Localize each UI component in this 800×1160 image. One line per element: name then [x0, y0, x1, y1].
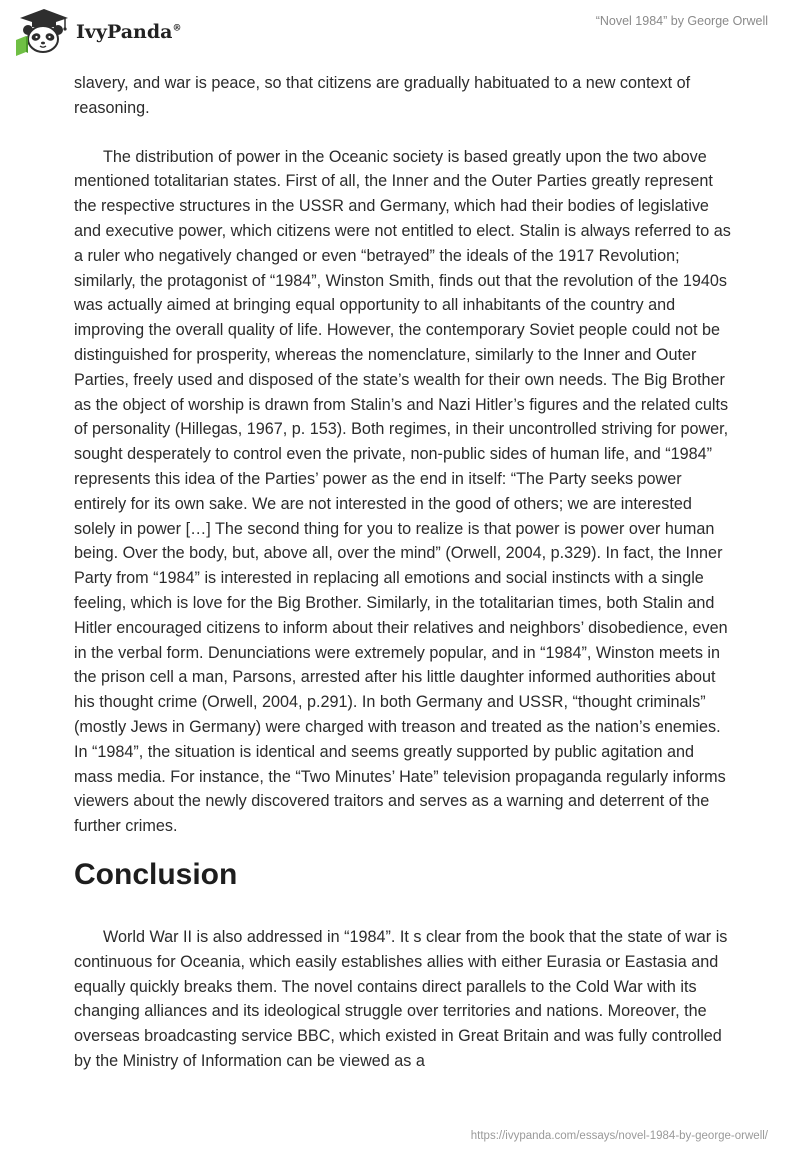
page-header	[0, 0, 800, 70]
source-url[interactable]: https://ivypanda.com/essays/novel-1984-by-george-orwell/	[470, 1130, 768, 1142]
document-title: “Novel 1984” by George Orwell	[595, 14, 768, 28]
section-heading-conclusion: Conclusion	[74, 857, 238, 891]
brand-name: IvyPanda®	[76, 21, 182, 43]
paragraph-conclusion: World War II is also addressed in “1984”. It s clear from the book that the state of war is continuous for Oceania, which easily establishes allies with either Eurasia or Eastasia and equally quickly breaks them. The novel contains direct parallels to the Cold War with its changing alliances and its ideological struggle over territories and nations. Moreover, the overseas broadcasting service BBC, which existed in Great Britain and was fully controlled by the Ministry of Information can be viewed as a	[74, 927, 728, 1070]
brand-logo[interactable]	[14, 6, 181, 56]
essay-body	[74, 71, 734, 1074]
registered-mark: ®	[172, 23, 182, 34]
paragraph-power-distribution: The distribution of power in the Oceanic society is based greatly upon the two above mentioned totalitarian states. First of all, the Inner and the Outer Parties greatly represent the respective structures in the USSR and Germany, which had their bodies of legislative and executive power, which citizens were not entitled to elect. Stalin is always referred to as a ruler who negatively changed or even “betrayed” the ideals of the 1917 Revolution; similarly, the protagonist of “1984”, Winston Smith, finds out that the revolution of the 1940s was actually aimed at bringing equal opportunity to all inhabitants of the country and improving the overall quality of life. However, the contemporary Soviet people could not be distinguished for prosperity, whereas the nomenclature, similarly to the Inner and Outer Parties, freely used and disposed of the state’s wealth for their own needs. The Big Brother as the object of worship is drawn from Stalin’s and Nazi Hitler’s figures and the related cults of personality (Hillegas, 1967, p. 153). Both regimes, in their uncontrolled striving for power, sought desperately to control even the private, non-public sides of human life, and “1984” represents this idea of the Parties’ power as the end in itself: “The Party seeks power entirely for its own sake. We are not interested in the good of others; we are interested solely in power […] The second thing for you to realize is that power is power over human being. Over the body, but, above all, over the mind” (Orwell, 2004, p.329). In fact, the Inner Party from “1984” is interested in replacing all emotions and social instincts with a single feeling, which is love for the Big Brother. Similarly, in the totalitarian times, both Stalin and Hitler encouraged citizens to inform about their relatives and neighbors’ disobedience, even in the verbal form. Denunciations were extremely popular, and in “1984”, Winston meets in the prison cell a man, Parsons, arrested after his little daughter informed authorities about his thought crime (Orwell, 2004, p.291). In both Germany and USSR, “thought criminals” (mostly Jews in Germany) were charged with treason and treated as the nation’s enemies. In “1984”, the situation is identical and seems greatly supported by public agitation and mass media. For instance, the “Two Minutes’ Hate” television propaganda regularly informs viewers about the newly discovered traitors and serves as a warning and deterrent of the further crimes.	[74, 147, 731, 836]
paragraph-continuation: slavery, and war is peace, so that citizens are gradually habituated to a new context of reasoning.	[74, 74, 691, 117]
panda-graduate-icon	[14, 6, 70, 56]
